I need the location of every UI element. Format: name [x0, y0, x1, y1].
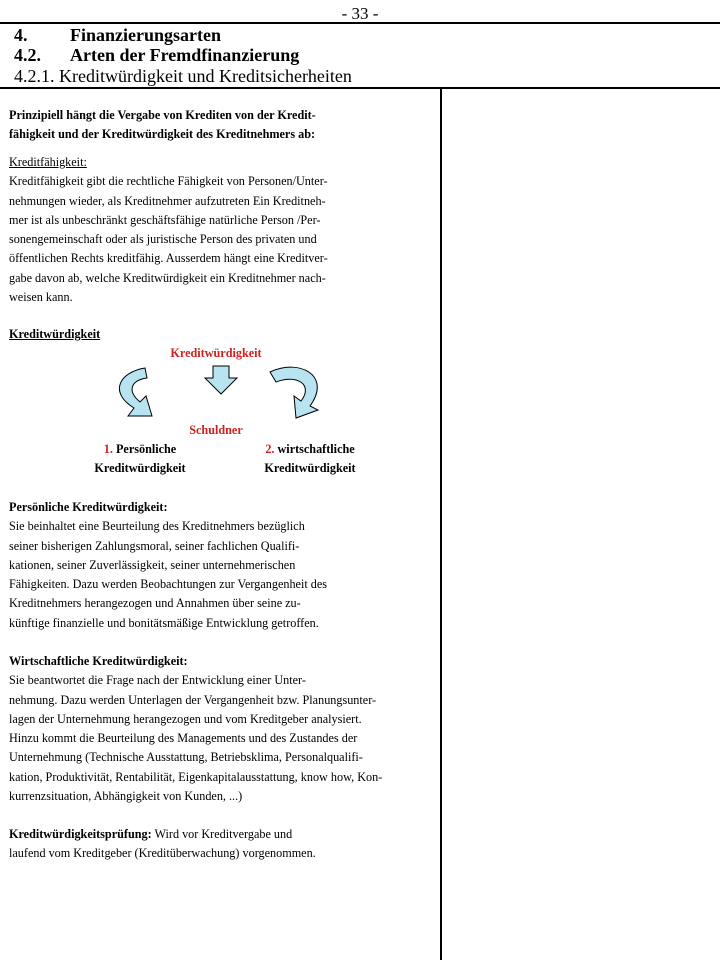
kreditfaehigkeit-heading: Kreditfähigkeit:: [9, 155, 87, 169]
wirtschaftlich-section: [9, 652, 437, 806]
text-line: kurrenzsituation, Abhängigkeit von Kunden, ...): [9, 789, 243, 804]
text-line: nehmungen wieder, als Kreditnehmer aufzutreten Ein Kreditneh-: [9, 193, 326, 208]
left-line1: Persönliche: [115, 442, 177, 456]
right-number: 2.: [265, 442, 275, 456]
heading-chapter: [14, 25, 221, 46]
persoenlich-section: [9, 498, 434, 633]
diagram-right-label: [230, 440, 390, 479]
wirtschaftlich-heading: Wirtschaftliche Kreditwürdigkeit:: [9, 654, 188, 668]
heading-section-number: 4.2.: [14, 45, 41, 65]
text-line: weisen kann.: [9, 290, 73, 305]
down-arrow-icon: [205, 366, 237, 394]
text-line: Fähigkeiten. Dazu werden Beobachtungen zur Vergangenheit des: [9, 577, 328, 592]
pruefung-line2: laufend vom Kreditgeber (Kreditüberwachung) vorgenommen.: [9, 846, 316, 861]
intro-line: fähigkeit und der Kreditwürdigkeit des Kreditnehmers ab:: [9, 127, 316, 142]
text-line: Hinzu kommt die Beurteilung des Managements und des Zustandes der: [9, 731, 358, 746]
left-number: 1.: [103, 442, 113, 456]
intro-line: Prinzipiell hängt die Vergabe von Krediten von der Kredit-: [9, 108, 316, 122]
left-line2: Kreditwürdigkeit: [94, 461, 186, 476]
pruefung-heading: Kreditwürdigkeitsprüfung:: [9, 827, 152, 841]
text-line: Sie beantwortet die Frage nach der Entwicklung einer Unter-: [9, 673, 306, 688]
text-line: Kreditnehmers herangezogen und Annahmen über seine zu-: [9, 596, 301, 611]
column-divider: [440, 89, 442, 960]
text-line: mer ist als unbeschränkt geschäftsfähige natürliche Person /Per-: [9, 212, 321, 227]
text-line: gabe davon ab, welche Kreditwürdigkeit ein Kreditnehmer nach-: [9, 270, 326, 285]
heading-subsection: 4.2.1. Kreditwürdigkeit und Kreditsicherheiten: [14, 66, 352, 86]
right-curved-arrow-icon: [270, 367, 318, 418]
kreditwuerdigkeit-heading: Kreditwürdigkeit: [9, 327, 101, 341]
intro-paragraph: [9, 106, 434, 145]
text-line: Unternehmung (Technische Ausstattung, Betriebsklima, Personalqualifi-: [9, 750, 363, 765]
text-line: seiner bisherigen Zahlungsmoral, seiner fachlichen Qualifi-: [9, 538, 300, 553]
text-line: öffentlichen Rechts kreditfähig. Ausserdem hängt eine Kreditver-: [9, 251, 328, 266]
page-number: - 33 -: [341, 4, 379, 23]
right-line2: Kreditwürdigkeit: [264, 461, 356, 476]
text-line: kationen, seiner Zuverlässigkeit, seiner unternehmerischen: [9, 557, 296, 572]
kreditfaehigkeit-section: [9, 153, 434, 307]
diagram-arrows: [100, 358, 340, 426]
text-line: nehmung. Dazu werden Unterlagen der Vergangenheit bzw. Planungsunter-: [9, 692, 377, 707]
text-line: künftige finanzielle und bonitätsmäßige Entwicklung getroffen.: [9, 615, 319, 630]
text-line: kation, Produktivität, Rentabilität, Eigenkapitalausstattung, know how, Kon-: [9, 769, 383, 784]
diagram-middle-label: Schuldner: [189, 423, 243, 437]
heading-chapter-text: Finanzierungsarten: [70, 25, 221, 45]
right-line1: wirtschaftliche: [277, 442, 355, 456]
left-curved-arrow-icon: [119, 368, 152, 416]
text-line: Sie beinhaltet eine Beurteilung des Kreditnehmers bezüglich: [9, 519, 305, 534]
pruefung-line1: Wird vor Kreditvergabe und: [151, 827, 293, 841]
diagram-top-label: Kreditwürdigkeit: [170, 346, 262, 360]
pruefung-section: [9, 825, 434, 864]
persoenlich-heading: Persönliche Kreditwürdigkeit:: [9, 500, 168, 514]
diagram-left-label: [60, 440, 220, 479]
text-line: lagen der Unternehmung herangezogen und vom Kreditgeber analysiert.: [9, 711, 362, 726]
heading-section-text: Arten der Fremdfinanzierung: [70, 45, 300, 65]
text-line: Kreditfähigkeit gibt die rechtliche Fähigkeit von Personen/Unter-: [9, 174, 328, 189]
text-line: sonengemeinschaft oder als juristische Person des privaten und: [9, 232, 317, 247]
heading-section: [14, 45, 299, 66]
heading-chapter-number: 4.: [14, 25, 28, 45]
